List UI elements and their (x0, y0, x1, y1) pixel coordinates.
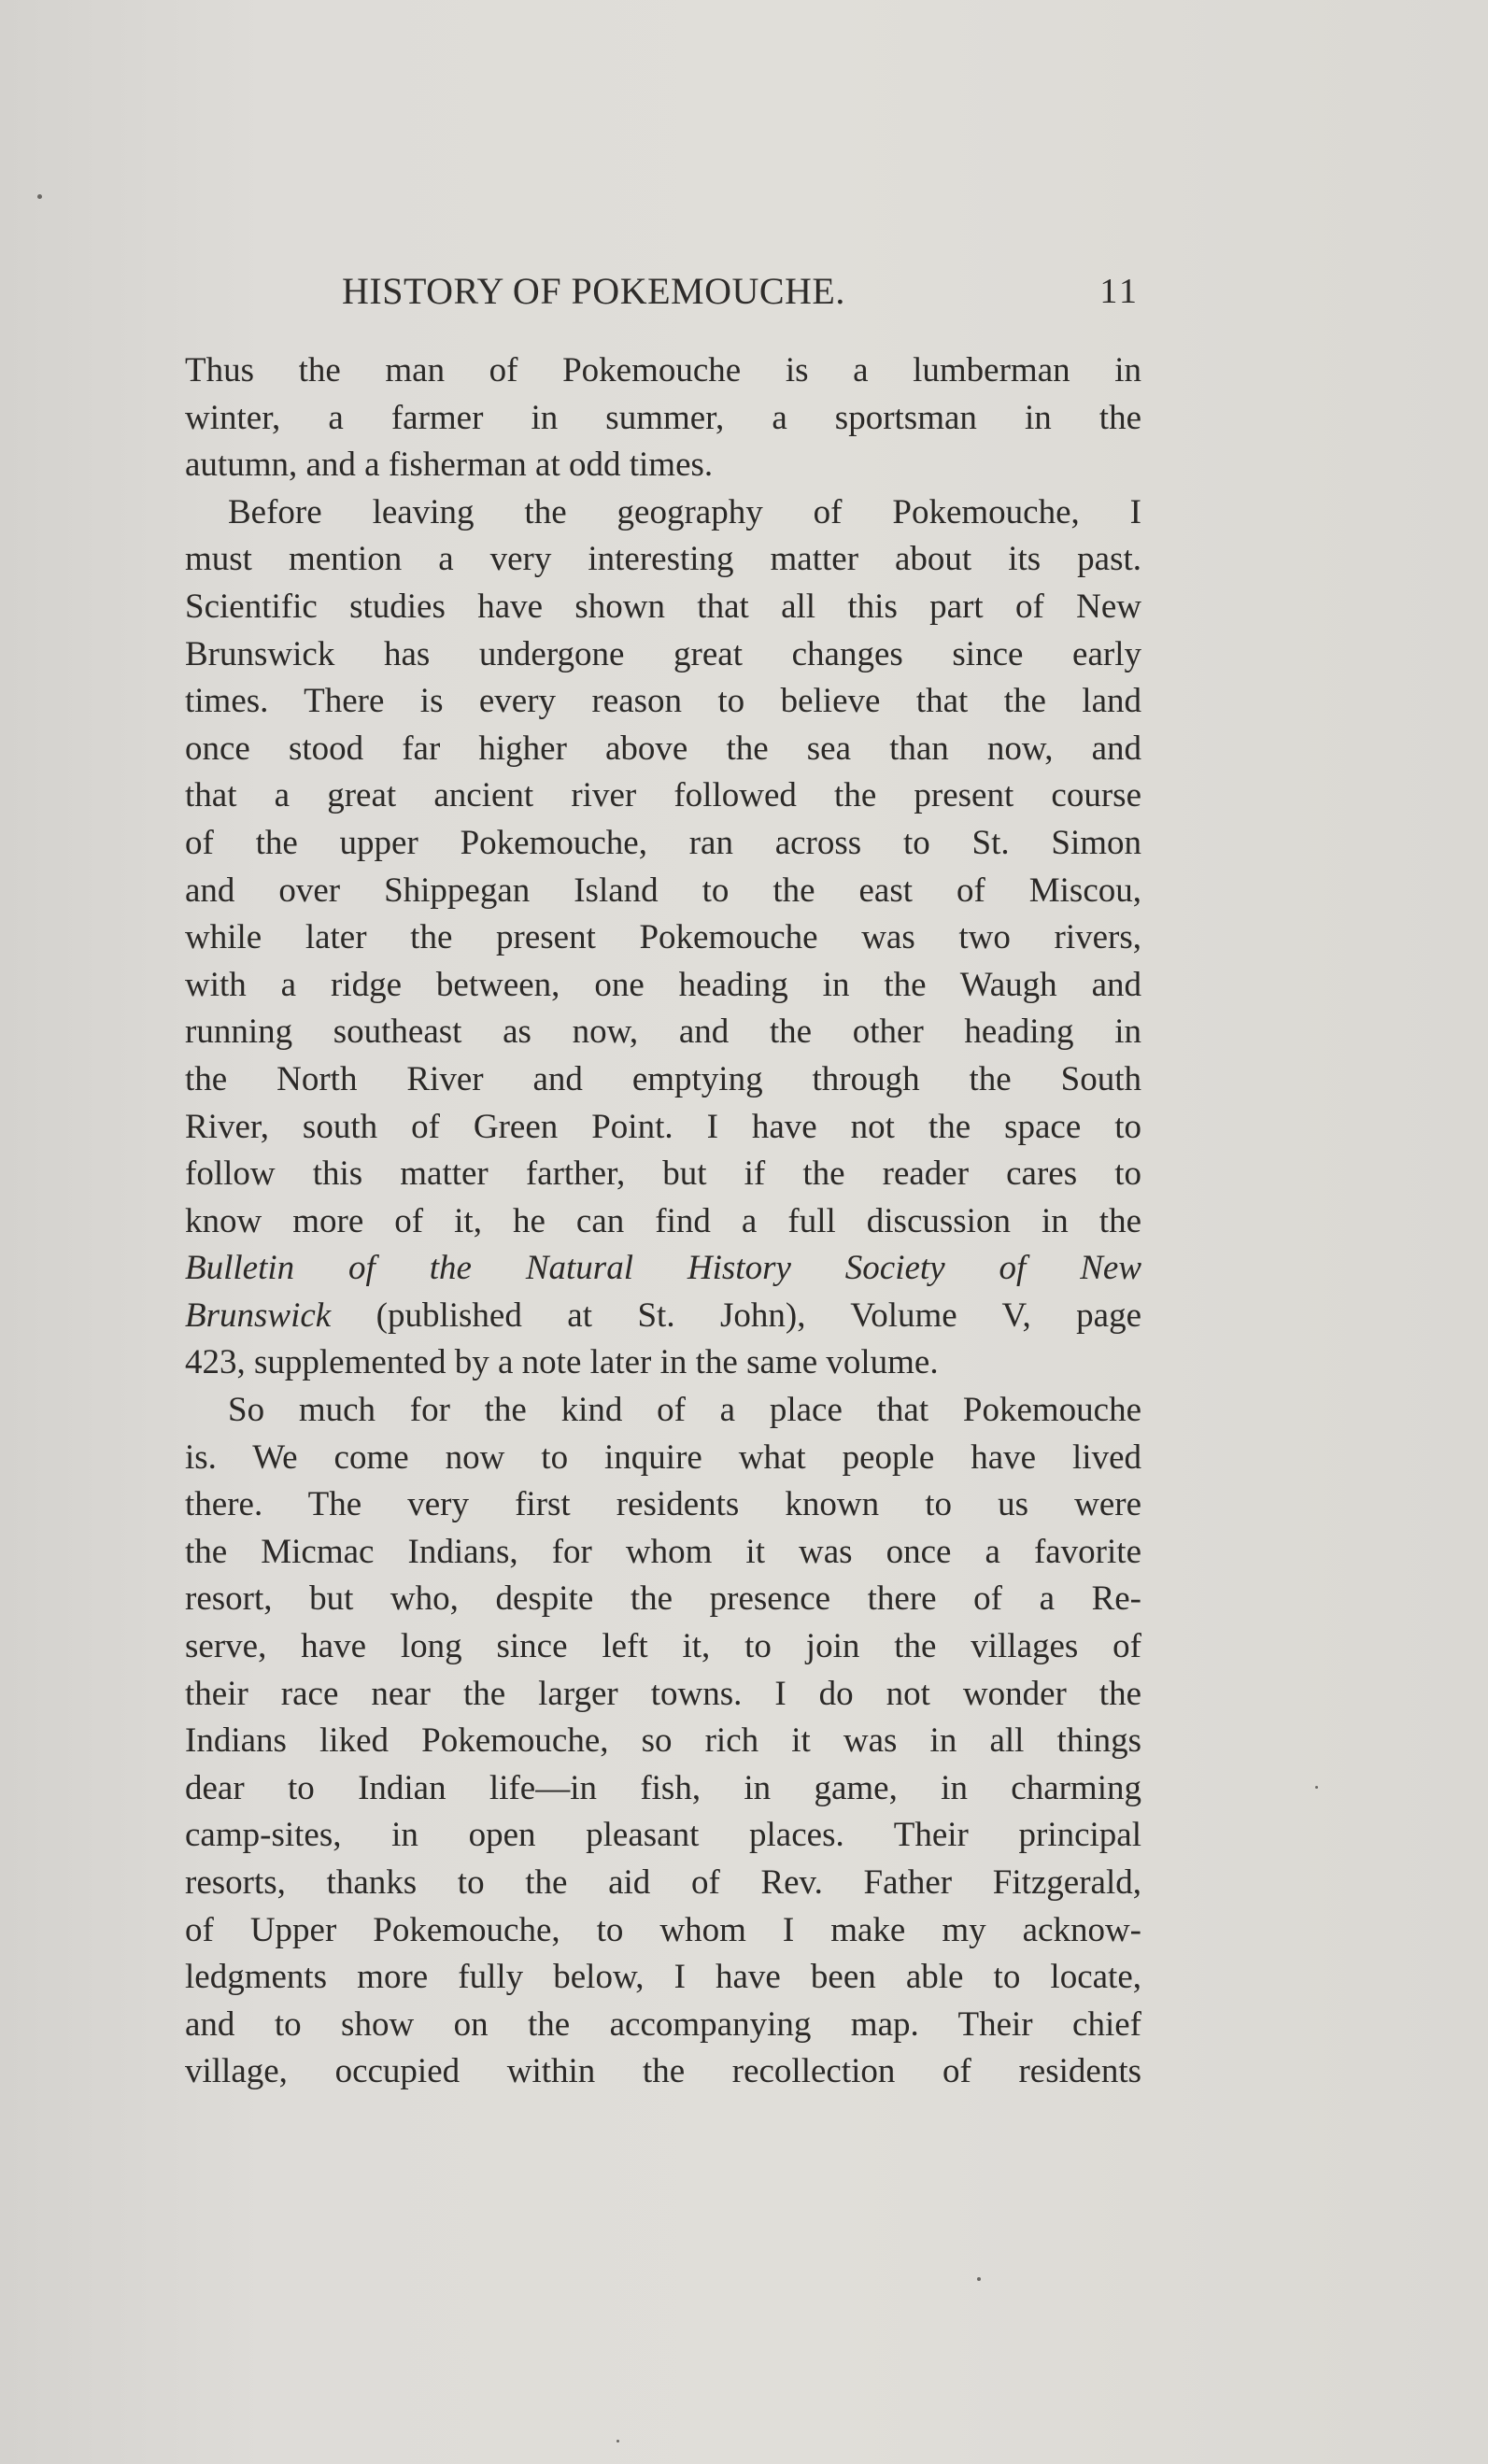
text-line: there. The very first residents known to us were (185, 1485, 1141, 1524)
text-line: running southeast as now, and the other heading in (185, 1013, 1141, 1052)
page-number: 11 (1099, 272, 1140, 311)
text-line: Indians liked Pokemouche, so rich it was in all things (185, 1721, 1141, 1761)
text-line: ledgments more fully below, I have been able to locate, (185, 1958, 1141, 1997)
paper-speck (616, 2440, 619, 2443)
text-line: Before leaving the geography of Pokemouche, I (228, 492, 1141, 531)
paper-speck (37, 194, 42, 199)
bulletin-title-line: Bulletin of the Natural History Society of New (185, 1249, 1141, 1288)
text-line: is. We come now to inquire what people have lived (185, 1437, 1141, 1477)
text-line: 423, supplemented by a note later in the same volume. (185, 1343, 939, 1382)
citation-text: (published at St. John), Volume V, page (331, 1296, 1141, 1335)
text-line: dear to Indian life—in fish, in game, in charming (185, 1768, 1141, 1807)
text-line: Brunswick has undergone great changes since early (185, 634, 1141, 673)
text-line: camp-sites, in open pleasant places. Their principal (185, 1816, 1141, 1855)
text-line: while later the present Pokemouche was two rivers, (185, 918, 1141, 957)
text-line: times. There is every reason to believe that the land (185, 682, 1141, 721)
text-line: and over Shippegan Island to the east of Miscou, (185, 871, 1141, 910)
text-line: resort, but who, despite the presence there of a Re- (185, 1579, 1141, 1619)
text-line: serve, have long since left it, to join the villages of (185, 1627, 1141, 1666)
text-line (185, 1293, 1141, 1340)
paper-speck (1315, 1786, 1318, 1789)
text-line: village, occupied within the recollection of residents (185, 2052, 1141, 2091)
text-line: So much for the kind of a place that Pokemouche (228, 1391, 1141, 1430)
text-line: River, south of Green Point. I have not the space to (185, 1107, 1141, 1146)
text-line: resorts, thanks to the aid of Rev. Father Fitzgerald, (185, 1863, 1141, 1902)
text-line: Thus the man of Pokemouche is a lumberman in (185, 351, 1141, 389)
text-line: Scientific studies have shown that all this part of New (185, 587, 1141, 626)
text-line: the Micmac Indians, for whom it was once a favorite (185, 1532, 1141, 1571)
text-line: their race near the larger towns. I do not wonder the (185, 1674, 1141, 1713)
paragraph-2 (185, 489, 1141, 1387)
running-title: HISTORY OF POKEMOUCHE. (342, 270, 845, 312)
paragraph-3 (185, 1387, 1141, 2096)
text-line: the North River and emptying through the South (185, 1059, 1141, 1098)
text-line: autumn, and a fisherman at odd times. (185, 446, 714, 485)
text-line: that a great ancient river followed the present course (185, 776, 1141, 815)
bulletin-title-end: Brunswick (185, 1296, 332, 1335)
text-line: winter, a farmer in summer, a sportsman in the (185, 398, 1141, 437)
text-line: of Upper Pokemouche, to whom I make my acknow- (185, 1910, 1141, 1949)
text-line: of the upper Pokemouche, ran across to St. Simon (185, 823, 1141, 862)
text-line: know more of it, he can find a full discussion in the (185, 1201, 1141, 1240)
text-line: with a ridge between, one heading in the Waugh and (185, 965, 1141, 1004)
paragraph-1 (185, 347, 1141, 489)
text-line: must mention a very interesting matter about its past. (185, 540, 1141, 579)
text-line: once stood far higher above the sea than now, and (185, 729, 1141, 768)
body-text (185, 347, 1141, 2096)
text-line: follow this matter farther, but if the reader cares to (185, 1154, 1141, 1194)
text-line: and to show on the accompanying map. Their chief (185, 2004, 1141, 2044)
paper-speck (977, 2277, 981, 2281)
running-header (183, 269, 1140, 325)
